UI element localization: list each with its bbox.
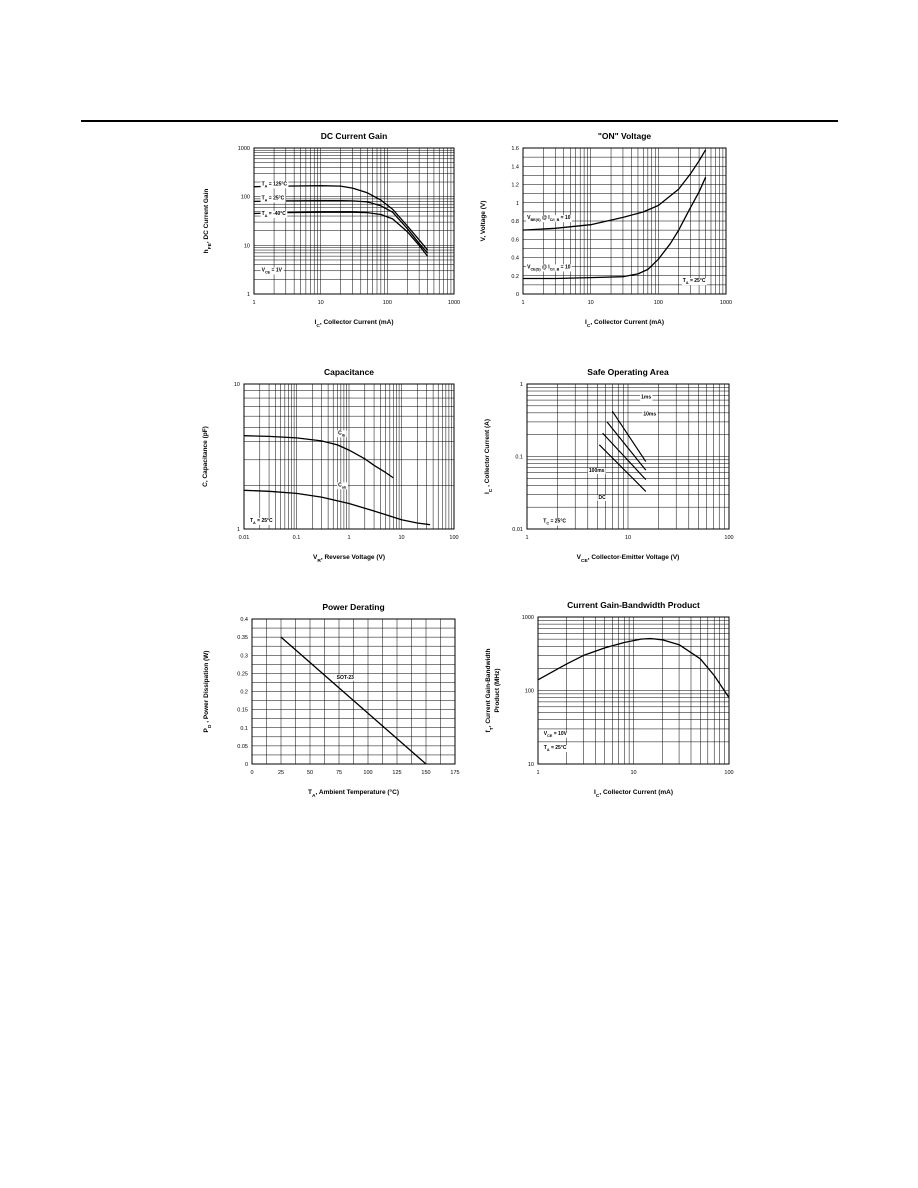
annotation-label: $C_{ob}$: [338, 482, 347, 490]
y-tick-label: 1: [515, 200, 519, 207]
y-tick-label: 0.4: [511, 255, 519, 262]
y-tick-label: 0: [244, 762, 248, 768]
chart-5: [203, 602, 460, 799]
x-tick-label: 75: [335, 770, 343, 776]
x-axis-label: $T_A$, Ambient Temperature (°C): [308, 789, 399, 799]
x-tick-label: 10: [398, 535, 405, 541]
y-axis-label: $P_D$ , Power Dissipation (W): [203, 650, 213, 733]
y-tick-label: 0.15: [237, 707, 248, 714]
y-tick-label: 0.35: [237, 635, 248, 642]
annotation-label: 10ms: [643, 411, 657, 418]
x-tick-label: 125: [392, 770, 402, 776]
annotation-label: $T_A = -40^\circ C$: [261, 211, 286, 219]
y-tick-label: 0.4: [240, 617, 248, 623]
grid: [244, 384, 454, 529]
grid: [254, 148, 454, 294]
x-tick-label: 1000: [719, 300, 733, 306]
x-tick-label: 10: [317, 300, 324, 306]
x-tick-label: 25: [277, 770, 285, 776]
x-tick-label: 0.01: [238, 535, 250, 541]
y-tick-label: 1.2: [511, 182, 519, 189]
y-tick-label: 1000: [521, 615, 534, 621]
annotation-label: DC: [598, 494, 606, 501]
y-tick-label: 1000: [237, 146, 250, 152]
chart-3: [202, 367, 459, 564]
annotation-label: 1ms: [641, 394, 652, 401]
y-tick-label: 0.6: [511, 237, 519, 244]
y-axis-label: $f_T$, Current Gain-Bandwidth: [485, 648, 495, 733]
annotation-label: $T_C = 25^\circ C$: [543, 518, 566, 526]
x-tick-label: 0: [250, 770, 254, 776]
y-tick-label: 0.25: [237, 671, 248, 678]
annotation-label: 100ms: [588, 468, 605, 475]
x-tick-label: 10: [624, 535, 632, 541]
x-tick-label: 100: [653, 300, 663, 306]
x-tick-label: 10: [587, 300, 594, 306]
x-tick-label: 175: [450, 770, 460, 776]
annotation-label: $V_{CE(S)}$ @ $I_{C/I\_B} = 10$: [527, 264, 571, 272]
x-axis-label: $I_C$, Collector Current (mA): [314, 319, 394, 329]
x-axis-label: $V_R$, Reverse Voltage (V): [312, 554, 386, 564]
annotation-label: SOT-23: [336, 674, 354, 681]
chart-2: [480, 131, 732, 329]
y-axis-label: $I_C$ , Collector Current (A): [484, 418, 494, 495]
annotation-label: $T_A = 25^\circ C$: [261, 195, 285, 203]
y-tick-label: 10: [233, 382, 240, 388]
x-axis-label: $I_C$, Collector Current (mA): [585, 319, 664, 329]
series-10ms: [607, 422, 646, 470]
y-tick-label: 10: [527, 762, 534, 768]
chart-4: [484, 367, 734, 564]
plot-frame: [254, 148, 454, 294]
y-tick-label: 1: [236, 527, 240, 533]
y-tick-label: 0.01: [512, 527, 523, 533]
chart-title: Power Derating: [322, 602, 385, 612]
x-tick-label: 100: [449, 535, 459, 541]
y-tick-label: 1: [246, 292, 250, 298]
chart-title: Current Gain-Bandwidth Product: [567, 600, 700, 610]
y-tick-label: 100: [524, 688, 534, 695]
annotation-label: $V_{CE} = 10V$: [543, 730, 567, 738]
chart-6: [485, 600, 734, 799]
x-tick-label: 10: [630, 770, 637, 776]
grid: [252, 619, 455, 764]
y-tick-label: 1.6: [511, 146, 519, 152]
x-axis-label: $I_C$, Collector Current (mA): [594, 789, 673, 799]
chart-1: [203, 131, 460, 329]
x-tick-label: 100: [724, 535, 734, 541]
x-tick-label: 100: [382, 300, 392, 306]
x-tick-label: 1000: [447, 300, 461, 306]
annotation-label: $V_{BE(S)}$ @ $I_{C/I\_B} = 10$: [527, 215, 571, 223]
annotation-label: $T_A = 25^\circ C$: [249, 517, 273, 525]
y-tick-label: 0.2: [511, 273, 519, 280]
y-axis-label-line2: Product (MHz): [494, 668, 501, 713]
series-cib: [244, 436, 393, 478]
x-tick-label: 1: [347, 535, 351, 541]
grid: [538, 617, 729, 764]
grid: [527, 384, 729, 529]
chart-title: DC Current Gain: [320, 131, 388, 141]
x-tick-label: 100: [363, 770, 373, 776]
annotation-label: $T_A = 25^\circ C$: [682, 278, 706, 286]
y-tick-label: 1.4: [511, 164, 519, 171]
annotation-label: $C_{ib}$: [338, 430, 346, 438]
y-tick-label: 0.3: [240, 653, 248, 660]
annotation-label: $V_{CE} = 1V$: [261, 267, 282, 275]
x-tick-label: 100: [724, 770, 734, 776]
chart-title: Capacitance: [323, 367, 375, 377]
y-tick-label: 0.8: [511, 219, 519, 225]
x-tick-label: 150: [421, 770, 431, 776]
x-tick-label: 1: [525, 535, 529, 541]
x-tick-label: 1: [536, 770, 540, 776]
y-tick-label: 0.1: [240, 725, 248, 732]
chart-title: "ON" Voltage: [597, 131, 652, 141]
y-tick-label: 1: [519, 382, 523, 388]
y-tick-label: 100: [240, 194, 250, 201]
y-tick-label: 0.05: [237, 743, 248, 750]
y-axis-label: C, Capacitance (pF): [202, 426, 209, 487]
x-tick-label: 50: [306, 770, 314, 776]
x-axis-label: $V_{CE}$, Collector-Emitter Voltage (V): [576, 554, 680, 564]
series-1ms: [612, 411, 645, 461]
series-vce-s-ic-ib-10: [523, 177, 706, 278]
y-tick-label: 10: [243, 243, 250, 250]
x-tick-label: 1: [252, 300, 256, 306]
x-tick-label: 1: [521, 300, 525, 306]
x-tick-label: 0.1: [292, 535, 301, 541]
y-tick-label: 0: [515, 292, 519, 298]
annotation-label: $T_A = 125^\circ C$: [261, 181, 288, 189]
chart-title: Safe Operating Area: [587, 367, 669, 377]
y-axis-label: $h_{FE}$, DC Current Gain: [203, 188, 213, 254]
annotation-label: $T_A = 25^\circ C$: [543, 744, 567, 752]
y-axis-label: V, Voltage (V): [480, 200, 487, 242]
y-tick-label: 0.2: [240, 689, 248, 696]
y-tick-label: 0.1: [515, 454, 523, 461]
